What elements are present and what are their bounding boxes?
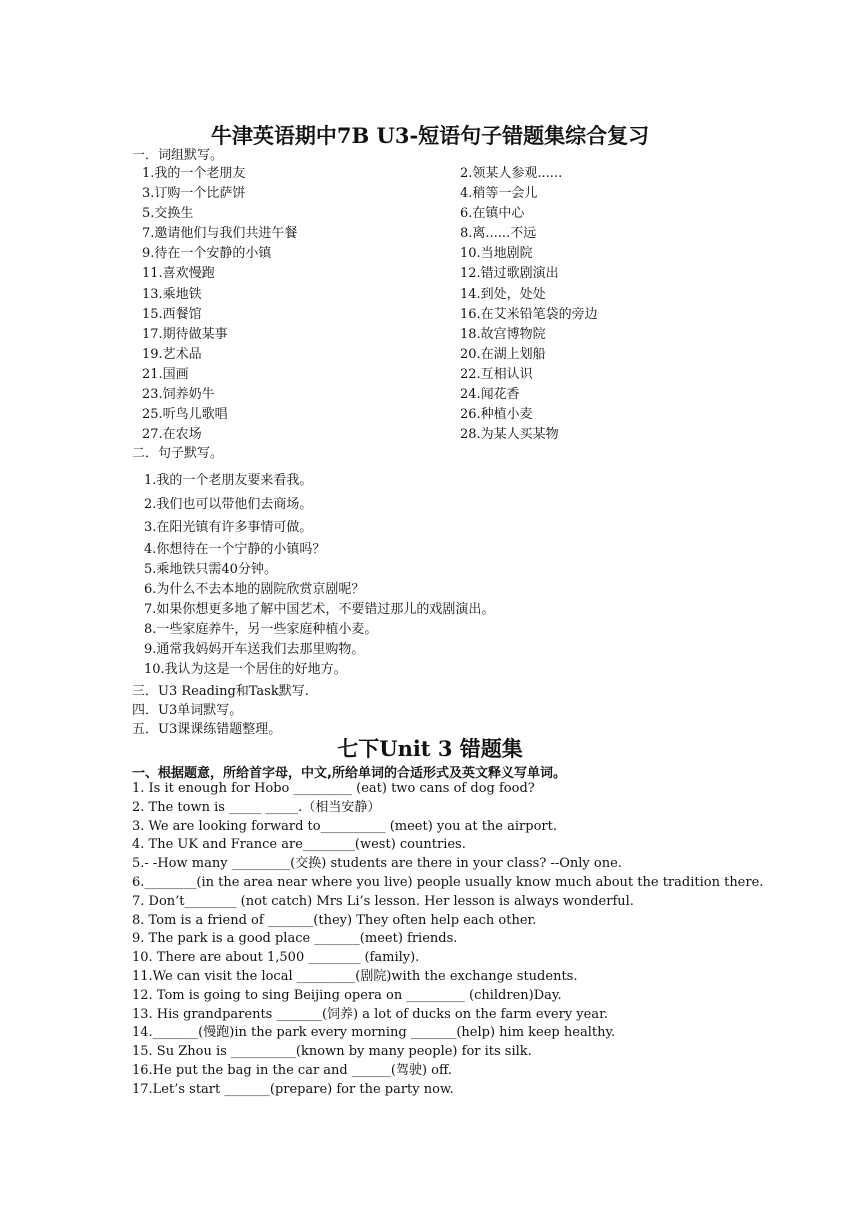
phrase-item: 17.期待做某事	[142, 326, 228, 342]
phrase-item: 6.在镇中心	[460, 206, 525, 222]
sentence-list	[144, 469, 494, 680]
phrase-row	[142, 204, 702, 224]
phrase-item: 9.待在一个安静的小镇	[142, 246, 272, 262]
phrase-item: 1.我的一个老朋友	[142, 166, 246, 181]
sentence-item: 4.你想待在一个宁静的小镇吗？	[144, 541, 326, 557]
phrase-item: 5.交换生	[142, 206, 194, 222]
phrase-item: 21.国画	[142, 366, 189, 382]
exercise-item: 12. Tom is going to sing Beijing opera on _________ (children)Day.	[132, 987, 562, 1003]
phrase-list	[142, 164, 702, 445]
phrase-row	[142, 244, 702, 264]
section2-heading: 二．句子默写。	[132, 446, 224, 461]
exercise-item: 2. The town is _____ _____.（相当安静）	[132, 799, 381, 815]
phrase-item: 27.在农场	[142, 427, 202, 443]
exercise-item: 14._______(慢跑)in the park every morning _______(help) him keep healthy.	[132, 1025, 616, 1041]
sentence-item: 5.乘地铁只需40分钟。	[144, 561, 277, 577]
sentence-item: 10.我认为这是一个居住的好地方。	[144, 661, 347, 677]
phrase-row	[142, 285, 702, 305]
phrase-item: 7.邀请他们与我们共进午餐	[142, 226, 298, 242]
exercise-item: 15. Su Zhou is __________(known by many people) for its silk.	[132, 1044, 532, 1060]
sentence-item: 7.如果你想更多地了解中国艺术，不要错过那儿的戏剧演出。	[144, 601, 495, 617]
section1-heading: 一．词组默写。	[132, 148, 224, 163]
sentence-item: 3.在阳光镇有许多事情可做。	[144, 520, 313, 535]
phrase-item: 25.听鸟儿歌唱	[142, 407, 228, 423]
phrase-item: 24.闻花香	[460, 387, 520, 403]
sentence-item: 9.通常我妈妈开车送我们去那里购物。	[144, 641, 365, 657]
exercise-item: 1. Is it enough for Hobo _________ (eat) two cans of dog food?	[132, 781, 535, 796]
phrase-item: 16.在艾米铅笔袋的旁边	[460, 306, 598, 322]
sentence-item: 8.一些家庭养牛，另一些家庭种植小麦。	[144, 621, 378, 637]
phrase-item: 19.艺术品	[142, 346, 202, 362]
phrase-row	[142, 164, 702, 184]
exercise-item: 5.- -How many _________(交换) students are there in your class? --Only one.	[132, 856, 622, 872]
phrase-row	[142, 224, 702, 244]
sentence-item: 2.我们也可以带他们去商场。	[144, 496, 313, 512]
exercise-item: 7. Don’t________ (not catch) Mrs Li’s lesson. Her lesson is always wonderful.	[132, 893, 634, 909]
phrase-item: 13.乘地铁	[142, 286, 202, 302]
section4-heading: 四．U3单词默写。	[132, 703, 243, 718]
phrase-row	[142, 385, 702, 405]
phrase-row	[142, 365, 702, 385]
exercise-item: 13. His grandparents _______(饲养) a lot of ducks on the farm every year.	[132, 1006, 609, 1022]
exercise-item: 16.He put the bag in the car and ______(驾驶) off.	[132, 1062, 452, 1078]
phrase-item: 22.互相认识	[460, 366, 533, 382]
phrase-row	[142, 325, 702, 345]
phrase-item: 4.稍等一会儿	[460, 186, 538, 202]
exercise-item: 8. Tom is a friend of _______(they) They often help each other.	[132, 912, 537, 928]
phrase-item: 10.当地剧院	[460, 246, 533, 262]
phrase-item: 18.故宫博物院	[460, 326, 546, 342]
phrase-row	[142, 184, 702, 204]
phrase-row	[142, 264, 702, 284]
phrase-item: 15.西餐馆	[142, 306, 202, 322]
phrase-item: 2.领某人参观......	[460, 166, 563, 181]
phrase-row	[142, 345, 702, 365]
section5-heading: 五．U3课课练错题整理。	[132, 722, 282, 737]
exercise-item: 9. The park is a good place _______(meet) friends.	[132, 931, 458, 947]
exercise-item: 10. There are about 1,500 ________ (family).	[132, 950, 420, 966]
exercise-list	[132, 780, 832, 1100]
phrase-item: 14.到处，处处	[460, 286, 546, 302]
phrase-row	[142, 405, 702, 425]
exercise-item: 4. The UK and France are________(west) countries.	[132, 837, 466, 853]
exercise-item: 17.Let’s start _______(prepare) for the party now.	[132, 1081, 454, 1097]
document-title: 牛津英语期中7B U3-短语句子错题集综合复习	[210, 123, 650, 148]
phrase-item: 26.种植小麦	[460, 407, 533, 423]
phrase-item: 20.在湖上划船	[460, 346, 546, 362]
section3-heading: 三．U3 Reading和Task默写.	[132, 684, 309, 699]
phrase-row	[142, 425, 702, 445]
part2-heading: 一、根据题意，所给首字母，中文,所给单词的合适形式及英文释义写单词。	[132, 766, 566, 781]
phrase-item: 8.离......不远	[460, 226, 537, 242]
sentence-item: 1.我的一个老朋友要来看我。	[144, 473, 313, 488]
phrase-item: 3.订购一个比萨饼	[142, 186, 246, 202]
phrase-item: 28.为某人买某物	[460, 427, 559, 443]
exercise-item: 6.________(in the area near where you live) people usually know much about the tradition there.	[132, 874, 764, 890]
error-collection-title: 七下Unit 3 错题集	[337, 736, 523, 761]
phrase-item: 11.喜欢慢跑	[142, 266, 215, 282]
exercise-item: 11.We can visit the local _________(剧院)with the exchange students.	[132, 968, 578, 984]
phrase-row	[142, 305, 702, 325]
phrase-item: 12.错过歌剧演出	[460, 266, 559, 282]
sentence-item: 6.为什么不去本地的剧院欣赏京剧呢？	[144, 581, 365, 597]
exercise-item: 3. We are looking forward to__________ (meet) you at the airport.	[132, 818, 557, 834]
phrase-item: 23.饲养奶牛	[142, 387, 215, 403]
